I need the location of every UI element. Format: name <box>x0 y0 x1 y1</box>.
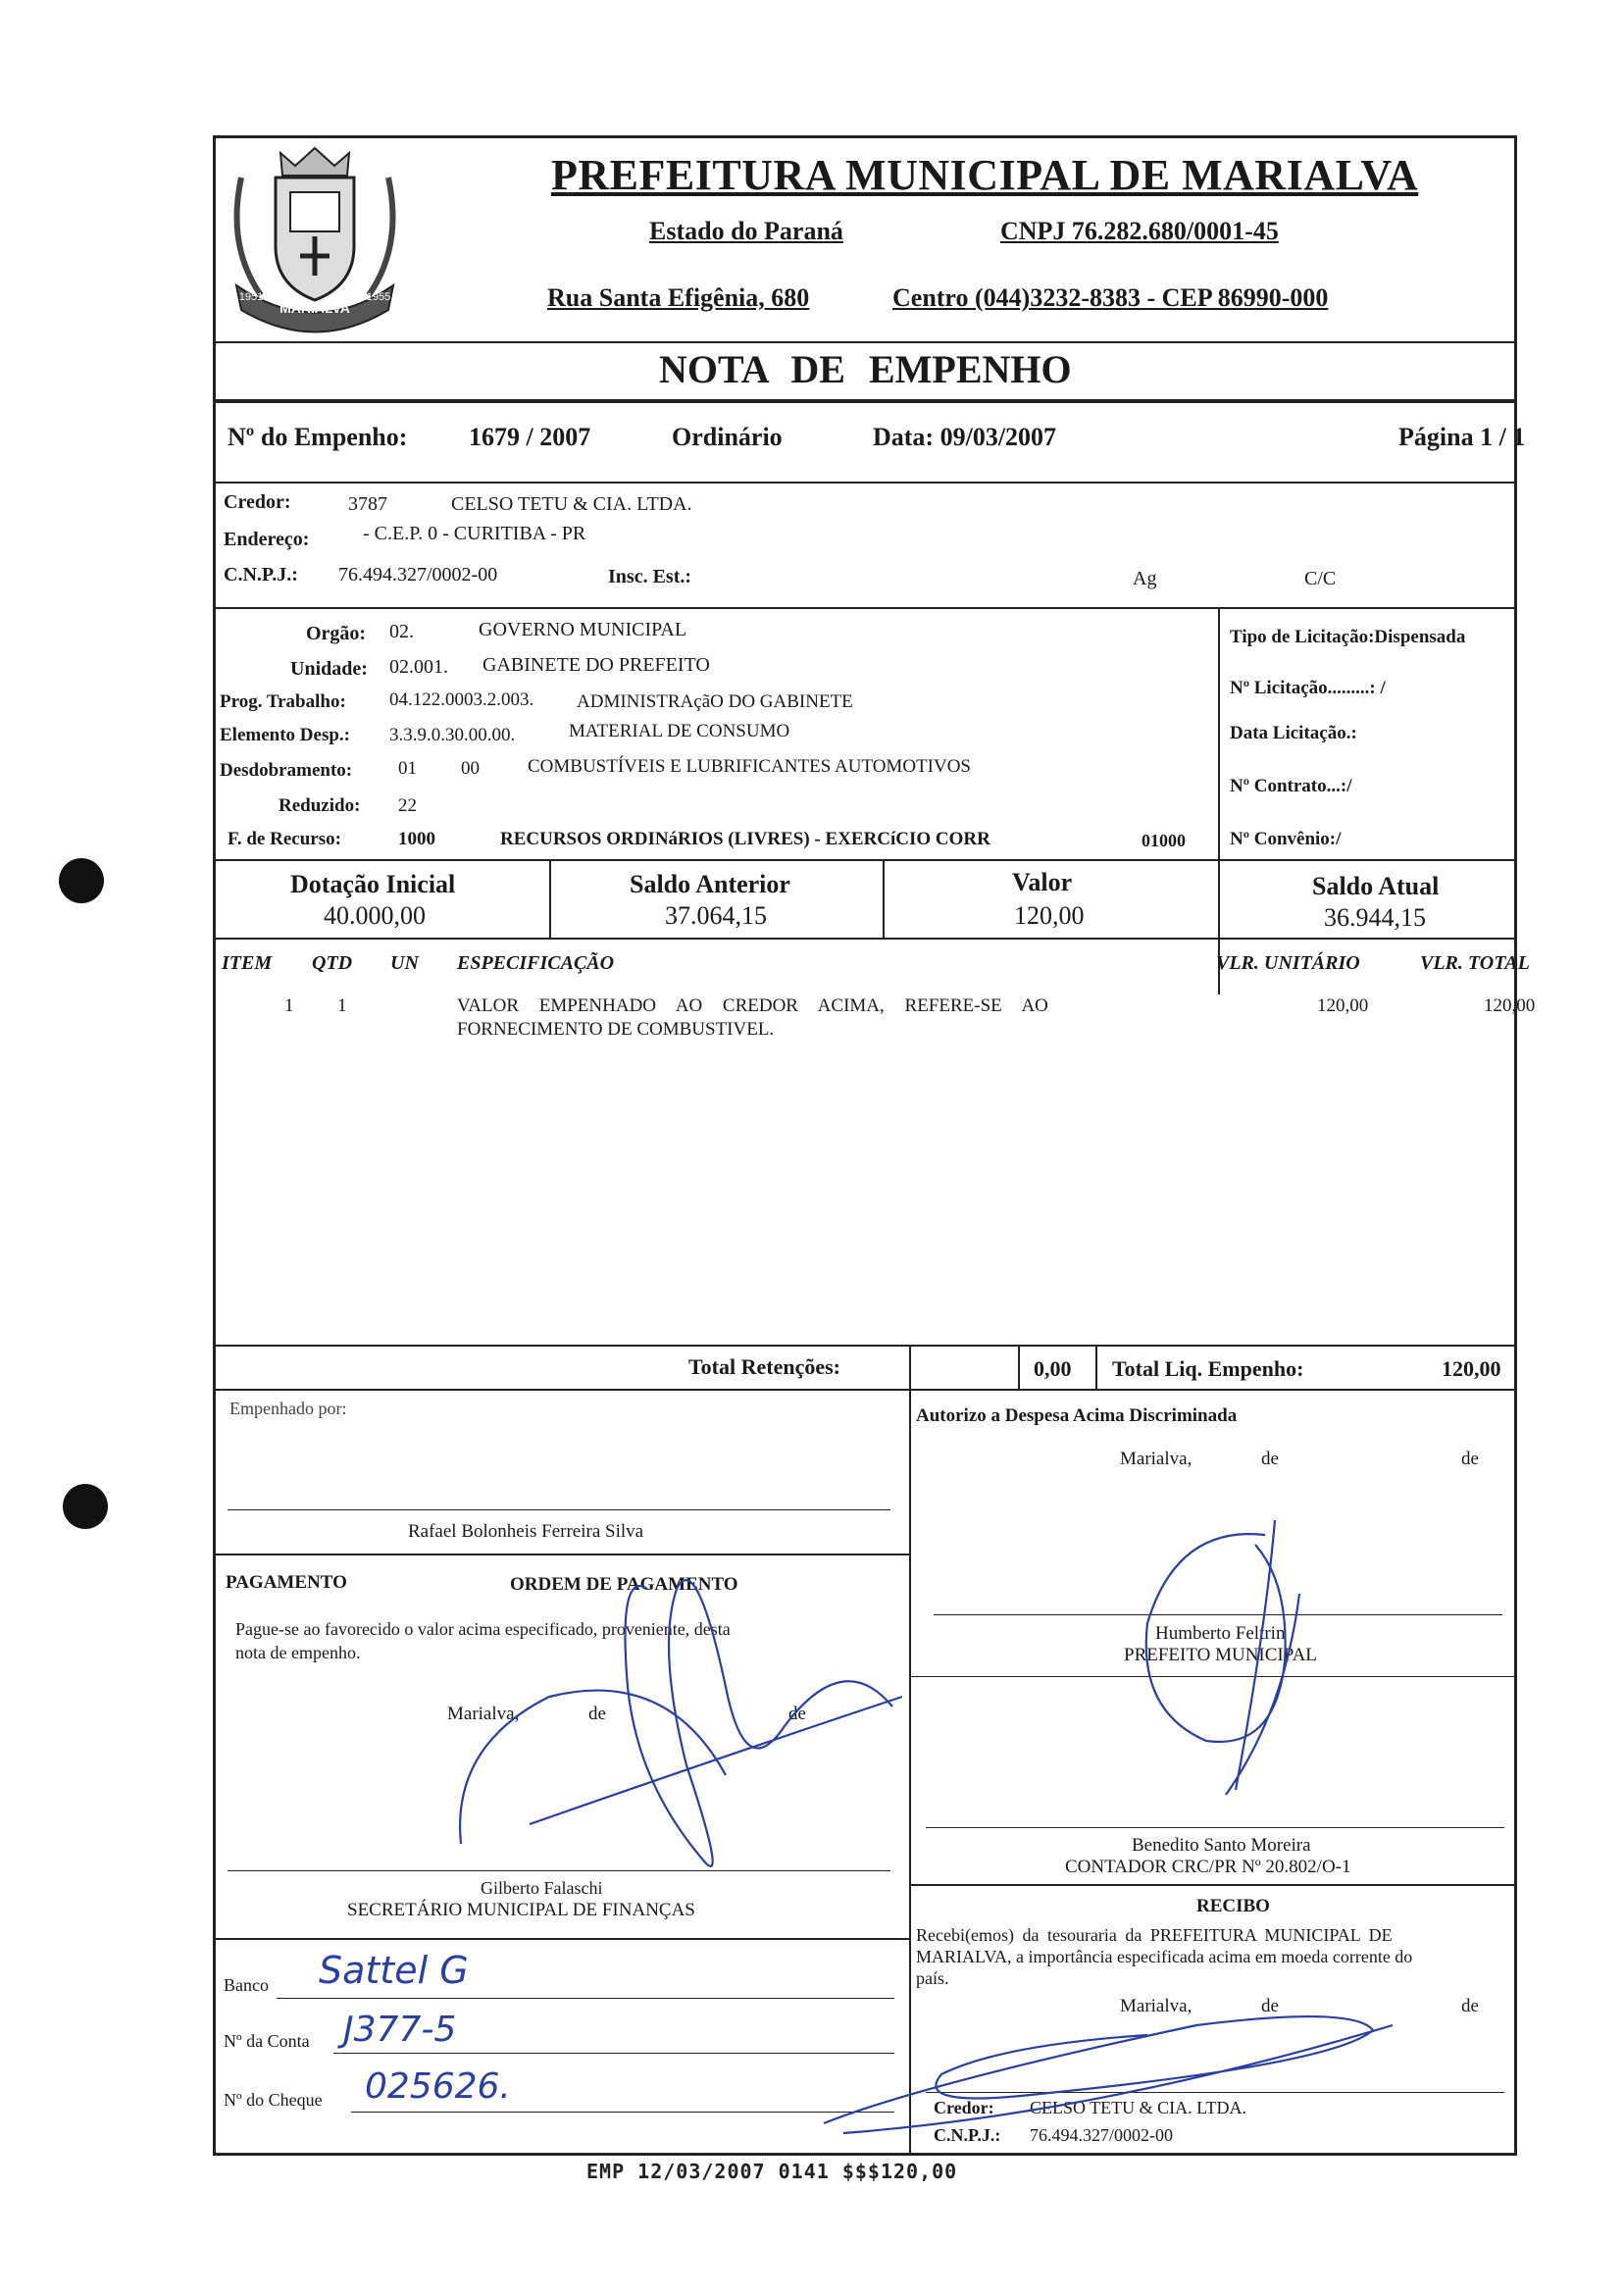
contrato-numero: Nº Contrato...:/ <box>1230 776 1352 796</box>
total-liq-label: Total Liq. Empenho: <box>1112 1356 1304 1381</box>
recibo-line-2: MARIALVA, a importância especificada acima em moeda corrente do <box>916 1947 1413 1966</box>
pagamento-title: PAGAMENTO <box>226 1572 347 1593</box>
autorizo-title: Autorizo a Despesa Acima Discriminada <box>916 1405 1238 1426</box>
credor-cnpj: 76.494.327/0002-00 <box>338 564 498 586</box>
ordem-marialva: Marialva, <box>447 1704 520 1724</box>
ordem-pagamento-title: ORDEM DE PAGAMENTO <box>510 1574 738 1595</box>
desdobramento-code-2: 00 <box>461 758 480 779</box>
saldo-anterior-value: 37.064,15 <box>665 901 767 930</box>
item-number: 1 <box>284 995 294 1016</box>
col-vlr-total: VLR. TOTAL <box>1420 952 1530 974</box>
contador-nome: Benedito Santo Moreira <box>1132 1835 1311 1856</box>
orgao-code: 02. <box>389 621 414 642</box>
valor-value: 120,00 <box>1014 901 1085 930</box>
total-retencoes-value: 0,00 <box>1034 1356 1072 1381</box>
saldo-anterior-label: Saldo Anterior <box>630 870 790 898</box>
col-especificacao: ESPECIFICAÇÃO <box>457 952 615 974</box>
licitacao-numero: Nº Licitação.........: / <box>1230 678 1386 698</box>
validation-stamp: EMP 12/03/2007 0141 $$$120,00 <box>586 2160 958 2183</box>
cheque-label: Nº do Cheque <box>224 2090 323 2110</box>
recibo-credor-value: CELSO TETU & CIA. LTDA. <box>1030 2098 1247 2117</box>
recibo-line-3: país. <box>916 1968 949 1988</box>
crest-year-right: 1955 <box>366 291 391 303</box>
address-line: Rua Santa Efigênia, 680 <box>547 283 810 312</box>
prefeito-cargo: PREFEITO MUNICIPAL <box>1124 1645 1317 1665</box>
recibo-de-2: de <box>1461 1996 1479 2016</box>
ordem-de-2: de <box>788 1704 806 1724</box>
convenio-numero: Nº Convênio:/ <box>1230 829 1342 849</box>
recurso-code-2: 01000 <box>1142 831 1186 850</box>
credor-code: 3787 <box>348 493 387 515</box>
empenhado-por-label: Empenhado por: <box>229 1399 347 1418</box>
municipal-crest-icon <box>222 138 408 344</box>
prog-name: ADMINISTRAçãO DO GABINETE <box>577 691 853 712</box>
empenhado-por-nome: Rafael Bolonheis Ferreira Silva <box>408 1521 644 1542</box>
recibo-cnpj-label: C.N.P.J.: <box>934 2125 1001 2145</box>
prog-label: Prog. Trabalho: <box>220 691 346 712</box>
crest-year-left: 1951 <box>238 291 264 303</box>
prefeito-signature <box>1118 1515 1334 1809</box>
total-retencoes-label: Total Retenções: <box>688 1354 840 1379</box>
item-spec-line-1: VALOR EMPENHADO AO CREDOR ACIMA, REFERE-SE AO <box>457 995 1048 1016</box>
recibo-marialva: Marialva, <box>1120 1996 1193 2016</box>
item-total-value: 120,00 <box>1484 995 1536 1016</box>
crest-name: MARIALVA <box>279 300 350 316</box>
elemento-name: MATERIAL DE CONSUMO <box>569 721 790 741</box>
unidade-code: 02.001. <box>389 656 448 678</box>
credor-name: CELSO TETU & CIA. LTDA. <box>451 493 692 515</box>
insc-est-label: Insc. Est.: <box>608 566 692 587</box>
recebedor-signature <box>804 1986 1412 2143</box>
orgao-label: Orgão: <box>306 623 367 644</box>
punch-hole-top <box>59 858 104 903</box>
recibo-line-1: Recebi(emos) da tesouraria da PREFEITURA MUNICIPAL DE <box>916 1925 1393 1945</box>
ordem-de-1: de <box>588 1704 606 1724</box>
elemento-label: Elemento Desp.: <box>220 725 350 745</box>
valor-label: Valor <box>1012 868 1073 896</box>
item-spec-line-2: FORNECIMENTO DE COMBUSTIVEL. <box>457 1019 775 1040</box>
contador-cargo: CONTADOR CRC/PR Nº 20.802/O-1 <box>1065 1857 1351 1877</box>
pague-se-line-1: Pague-se ao favorecido o valor acima especificado, proveniente, desta <box>235 1619 731 1639</box>
autorizo-de-2: de <box>1461 1449 1479 1469</box>
cc-label: C/C <box>1304 568 1337 589</box>
banco-handwritten: Sattel G <box>319 1949 469 1992</box>
reduzido-label: Reduzido: <box>279 795 361 816</box>
col-item: ITEM <box>222 952 273 974</box>
recibo-title: RECIBO <box>1196 1896 1270 1916</box>
saldo-atual-label: Saldo Atual <box>1312 872 1440 900</box>
prog-code: 04.122.0003.2.003. <box>389 689 534 710</box>
saldo-atual-value: 36.944,15 <box>1324 903 1426 932</box>
prefeito-nome: Humberto Feltrin <box>1155 1623 1286 1644</box>
empenho-date: Data: 09/03/2007 <box>873 423 1057 451</box>
secretario-cargo: SECRETÁRIO MUNICIPAL DE FINANÇAS <box>347 1900 695 1920</box>
unidade-name: GABINETE DO PREFEITO <box>482 654 710 676</box>
desdobramento-name: COMBUSTÍVEIS E LUBRIFICANTES AUTOMOTIVOS <box>528 756 971 777</box>
empenho-number: 1679 / 2007 <box>469 423 591 451</box>
punch-hole-bottom <box>63 1484 108 1529</box>
recurso-code: 1000 <box>398 829 435 849</box>
cheque-handwritten: 025626. <box>365 2066 511 2107</box>
col-qtd: QTD <box>312 952 353 974</box>
dotacao-inicial-value: 40.000,00 <box>324 901 426 930</box>
secretario-signature <box>431 1530 922 1922</box>
conta-label: Nº da Conta <box>224 2031 310 2051</box>
empenho-number-label: Nº do Empenho: <box>228 423 408 451</box>
credor-label: Credor: <box>224 491 291 513</box>
item-unit-value: 120,00 <box>1317 995 1369 1016</box>
document-title: NOTA DE EMPENHO <box>659 347 1072 391</box>
endereco-label: Endereço: <box>224 529 310 550</box>
conta-handwritten: J377-5 <box>343 2010 457 2050</box>
col-un: UN <box>390 952 419 974</box>
autorizo-de-1: de <box>1261 1449 1279 1469</box>
col-vlr-unitario: VLR. UNITÁRIO <box>1216 952 1360 974</box>
secretario-nome: Gilberto Falaschi <box>481 1878 603 1898</box>
banco-label: Banco <box>224 1975 269 1995</box>
total-liq-value: 120,00 <box>1442 1356 1501 1381</box>
recibo-de-1: de <box>1261 1996 1279 2016</box>
recurso-label: F. de Recurso: <box>228 829 341 849</box>
page-title: PREFEITURA MUNICIPAL DE MARIALVA <box>551 151 1419 199</box>
page-number: Página 1 / 1 <box>1398 423 1526 451</box>
contact-line: Centro (044)3232-8383 - CEP 86990-000 <box>892 283 1329 312</box>
dotacao-inicial-label: Dotação Inicial <box>290 870 456 898</box>
licitacao-tipo: Tipo de Licitação:Dispensada <box>1230 627 1466 647</box>
ag-label: Ag <box>1133 568 1157 589</box>
cnpj-label: C.N.P.J.: <box>224 564 298 586</box>
elemento-code: 3.3.9.0.30.00.00. <box>389 725 516 745</box>
recibo-credor-label: Credor: <box>934 2098 994 2117</box>
empenho-type: Ordinário <box>672 423 783 451</box>
autorizo-marialva: Marialva, <box>1120 1449 1193 1469</box>
endereco-value: - C.E.P. 0 - CURITIBA - PR <box>363 523 586 544</box>
item-qtd: 1 <box>337 995 347 1016</box>
licitacao-data: Data Licitação.: <box>1230 723 1357 743</box>
pague-se-line-2: nota de empenho. <box>235 1643 361 1662</box>
recibo-cnpj-value: 76.494.327/0002-00 <box>1030 2125 1173 2145</box>
cnpj-header: CNPJ 76.282.680/0001-45 <box>1000 217 1279 245</box>
state-label: Estado do Paraná <box>649 217 843 245</box>
desdobramento-code-1: 01 <box>398 758 417 779</box>
desdobramento-label: Desdobramento: <box>220 760 353 781</box>
reduzido-value: 22 <box>398 795 417 816</box>
orgao-name: GOVERNO MUNICIPAL <box>479 619 687 640</box>
unidade-label: Unidade: <box>290 658 368 680</box>
recurso-name: RECURSOS ORDINáRIOS (LIVRES) - EXERCíCIO CORR <box>500 829 990 849</box>
